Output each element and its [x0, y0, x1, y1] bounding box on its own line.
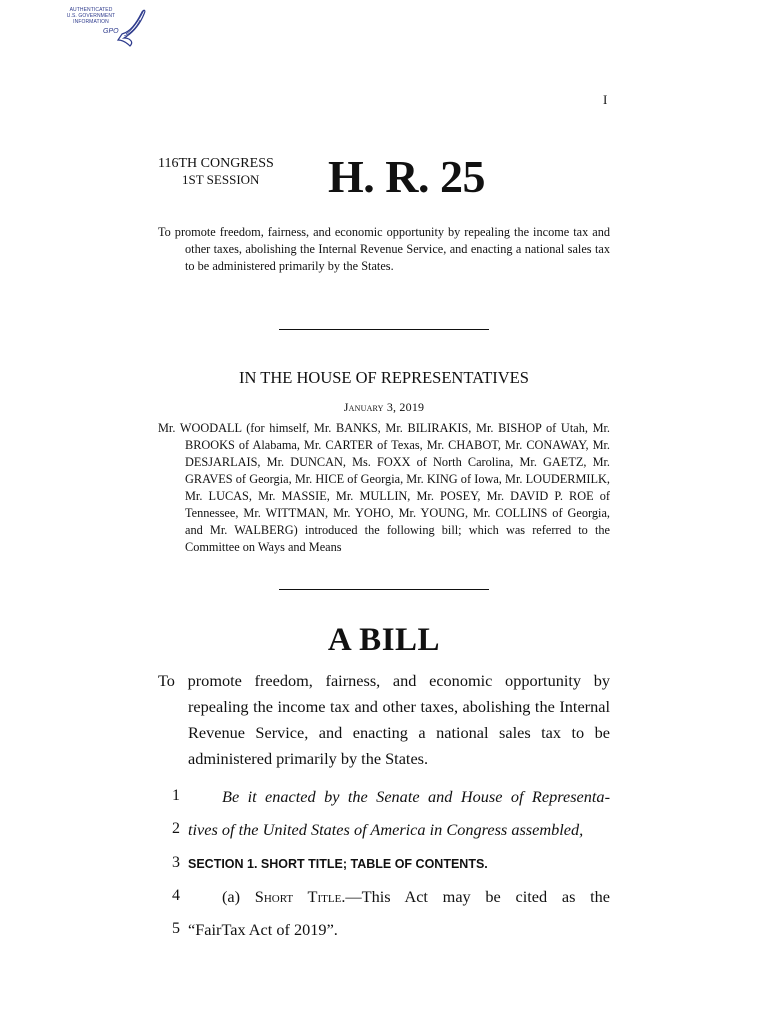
introduction-date: January 3, 2019 — [343, 400, 425, 414]
logo-text: AUTHENTICATED U.S. GOVERNMENT INFORMATION — [66, 7, 116, 25]
divider-rule — [279, 589, 489, 590]
purpose-summary: To promote freedom, fairness, and economic opportunity by repealing the income tax and other taxes, abolishing the Internal Revenue Service, and enacting a national sales tax to be administered primarily by the States. — [158, 225, 610, 273]
page-mark: I — [603, 92, 608, 107]
enacting-clause-line: tives of the United States of America in Congress assembled, — [188, 820, 584, 839]
chamber-heading: IN THE HOUSE OF REPRESENTATIVES — [239, 368, 529, 387]
congress-number: 116TH CONGRESS — [158, 156, 274, 171]
subsection-text: .—This Act may be cited as the — [341, 887, 611, 906]
bill-title: A BILL — [327, 622, 441, 658]
section-heading: SECTION 1. SHORT TITLE; TABLE OF CONTENTS. — [188, 857, 488, 871]
line-number: 3 — [172, 854, 180, 871]
line-number: 5 — [172, 920, 180, 937]
bill-purpose: To promote freedom, fairness, and economic opportunity by repealing the income tax and other taxes, abolishing the Internal Revenue Service, and enacting a national sales tax to be administered primarily by the States. — [158, 671, 610, 768]
subsection-heading: Short Title — [254, 887, 342, 906]
session-label: 1ST SESSION — [182, 172, 260, 187]
divider-rule — [279, 329, 489, 330]
line-number: 4 — [172, 887, 180, 904]
line-number: 2 — [172, 820, 180, 837]
line-number: 1 — [172, 787, 180, 804]
enacting-clause-line: Be it enacted by the Senate and House of Representa- — [222, 787, 610, 806]
act-name-line: “FairTax Act of 2019”. — [188, 920, 338, 939]
bill-number: H. R. 25 — [328, 151, 485, 202]
logo-gpo-text: GPO — [103, 28, 119, 35]
subsection-label: (a) — [222, 887, 255, 906]
short-title-line — [188, 887, 610, 907]
sponsors-paragraph: Mr. WOODALL (for himself, Mr. BANKS, Mr. BILIRAKIS, Mr. BISHOP of Utah, Mr. BROOKS of Alabama, Mr. CARTER of Texas, Mr. CHABOT, Mr. CONAWAY, Mr. DESJARLAIS, Mr. DUNCAN, Ms. FOXX of North Carolina, Mr. GAETZ, Mr. GRAVES of Georgia, Mr. HICE of Georgia, Mr. KING of Iowa, Mr. LOUDERMILK, Mr. LUCAS, Mr. MASSIE, Mr. MULLIN, Mr. POSEY, Mr. DAVID P. ROE of Tennessee, Mr. WITTMAN, Mr. YOHO, Mr. YOUNG, Mr. COLLINS of Georgia, and Mr. WALBERG) introduced the following bill; which was referred to the Committee on Ways and Means — [158, 421, 610, 554]
